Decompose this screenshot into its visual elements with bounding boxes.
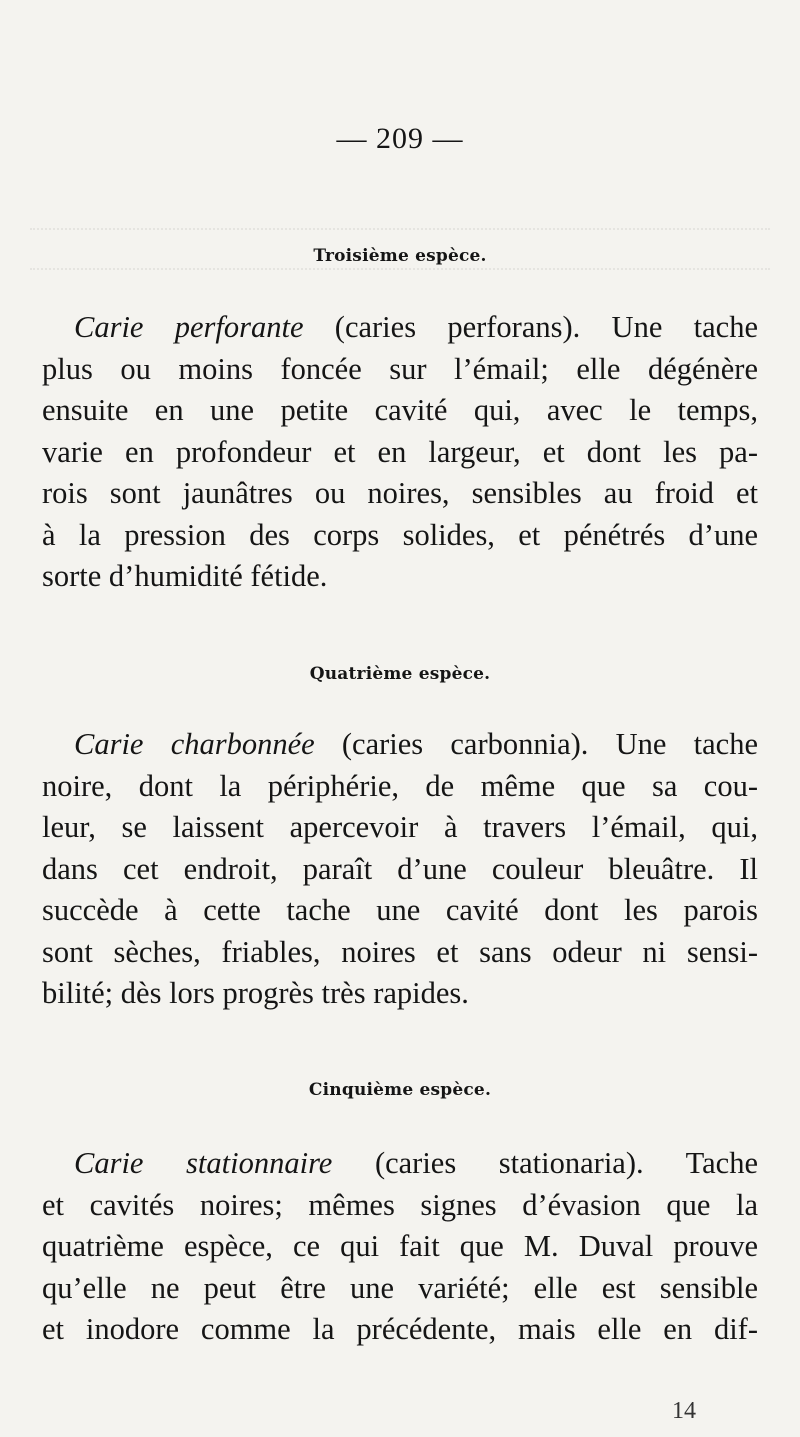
term-italic: Carie perforante (74, 310, 304, 344)
term-italic: Carie charbonnée (74, 727, 315, 761)
page-number: — 209 — (336, 122, 464, 155)
section-heading-4: Quatrième espèce. (309, 664, 491, 684)
term-italic: Carie stationnaire (74, 1146, 333, 1180)
line-text: (caries stationaria). Tache (332, 1146, 759, 1180)
paragraph-line (42, 1143, 758, 1185)
paragraph-line: bilité; dès lors progrès très rapides. (42, 976, 469, 1010)
paragraph-line: dans cet endroit, paraît d’une couleur bleuâtre. Il (42, 851, 758, 886)
signature-mark: 14 (672, 1398, 696, 1424)
section-heading-3: Troisième espèce. (313, 246, 487, 266)
section-paragraph-3 (42, 307, 758, 598)
paragraph-line: ensuite en une petite cavité qui, avec le temps, (42, 393, 758, 427)
line-text: (caries perforans). Une tache (303, 310, 758, 344)
section-paragraph-4 (42, 724, 758, 1015)
paragraph-line: sont sèches, friables, noires et sans odeur ni sensi- (42, 934, 758, 969)
paragraph-line: et inodore comme la précédente, mais elle en dif- (42, 1312, 758, 1346)
paragraph-line: plus ou moins foncée sur l’émail; elle dégénère (42, 351, 758, 386)
paragraph-line: qu’elle ne peut être une variété; elle est sensible (42, 1270, 758, 1305)
paragraph-line: et cavités noires; mêmes signes d’évasion que la (42, 1187, 758, 1222)
paragraph-line: noire, dont la périphérie, de même que sa cou- (42, 768, 758, 803)
line-text: (caries carbonnia). Une tache (314, 727, 758, 761)
paragraph-line: succède à cette tache une cavité dont les parois (42, 893, 758, 927)
paragraph-line: quatrième espèce, ce qui fait que M. Duval prouve (42, 1229, 758, 1263)
paragraph-line: leur, se laissent apercevoir à travers l’émail, qui, (42, 810, 758, 844)
paragraph-line: sorte d’humidité fétide. (42, 559, 328, 593)
paragraph-line: rois sont jaunâtres ou noires, sensibles au froid et (42, 476, 758, 510)
paragraph-line: à la pression des corps solides, et pénétrés d’une (42, 517, 758, 552)
paragraph-line (42, 724, 758, 766)
paragraph-line (42, 307, 758, 349)
section-paragraph-5 (42, 1143, 758, 1351)
paragraph-line: varie en profondeur et en largeur, et dont les pa- (42, 434, 758, 469)
section-heading-5: Cinquième espèce. (308, 1080, 492, 1100)
